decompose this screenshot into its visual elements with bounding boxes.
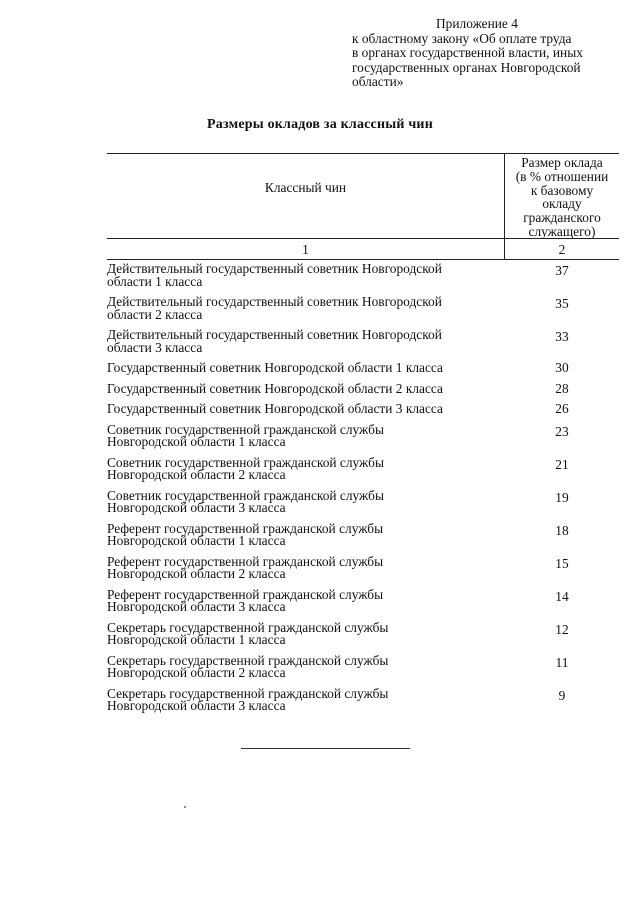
rank-name-line: Новгородской области 3 класса bbox=[107, 500, 286, 516]
appendix-reference bbox=[352, 17, 622, 90]
rank-name-line: области 2 класса bbox=[107, 306, 203, 322]
table-row bbox=[107, 454, 619, 490]
table-row bbox=[107, 520, 619, 556]
rank-name-line: области 3 класса bbox=[107, 339, 203, 355]
table-row bbox=[107, 296, 619, 329]
rank-name-line: Новгородской области 3 класса bbox=[107, 599, 286, 615]
salary-percent: 9 bbox=[558, 687, 566, 703]
rank-name bbox=[107, 553, 504, 582]
salary-percent: 37 bbox=[555, 263, 569, 278]
table-row bbox=[107, 362, 619, 383]
rank-name-line: области 1 класса bbox=[107, 273, 203, 289]
rank-name bbox=[107, 403, 504, 416]
rank-name bbox=[107, 619, 504, 648]
rank-name bbox=[107, 362, 504, 375]
appendix-line: в органах государственной власти, иных bbox=[352, 45, 583, 60]
rank-name-line: Новгородской области 1 класса bbox=[107, 632, 286, 648]
salary-percent: 23 bbox=[555, 423, 569, 439]
column-number-2: 2 bbox=[558, 242, 566, 257]
rank-name-line: Действительный государственный советник Новгородской bbox=[107, 327, 442, 342]
salary-percent: 30 bbox=[555, 360, 569, 375]
table-body bbox=[107, 263, 619, 721]
rank-name-line: Секретарь государственной гражданской службы bbox=[107, 685, 389, 701]
rank-name bbox=[107, 487, 504, 516]
header-salary bbox=[505, 156, 619, 239]
rank-name bbox=[107, 685, 504, 714]
salary-percent: 26 bbox=[555, 401, 569, 416]
salary-percent: 11 bbox=[555, 654, 569, 670]
salary-percent: 12 bbox=[555, 621, 569, 637]
rank-name bbox=[107, 296, 504, 321]
rank-name bbox=[107, 380, 504, 396]
rank-name-line: Референт государственной гражданской службы bbox=[107, 586, 384, 602]
rank-name-line: Референт государственной гражданской службы bbox=[107, 553, 384, 569]
table-row bbox=[107, 487, 619, 523]
rank-name-line: Советник государственной гражданской службы bbox=[107, 487, 384, 503]
rank-name-line: Новгородской области 3 класса bbox=[107, 698, 286, 714]
salary-percent: 14 bbox=[555, 588, 569, 604]
salary-percent: 28 bbox=[555, 380, 569, 396]
rank-name bbox=[107, 263, 504, 288]
salary-percent: 19 bbox=[555, 489, 569, 505]
salary-percent: 33 bbox=[555, 329, 569, 344]
end-rule bbox=[241, 748, 410, 749]
rank-name bbox=[107, 421, 504, 450]
rank-name-line: Советник государственной гражданской службы bbox=[107, 454, 384, 470]
rank-name-line: Новгородской области 2 класса bbox=[107, 566, 286, 582]
rank-name-line: Новгородской области 1 класса bbox=[107, 533, 286, 549]
table-row bbox=[107, 263, 619, 296]
column-number-1: 1 bbox=[302, 242, 309, 257]
table-row bbox=[107, 421, 619, 457]
table-row bbox=[107, 652, 619, 688]
rank-name-line: Секретарь государственной гражданской службы bbox=[107, 652, 389, 668]
rank-name-line: Государственный советник Новгородской области 1 класса bbox=[107, 360, 443, 375]
document-title: Размеры окладов за классный чин bbox=[207, 117, 433, 132]
rank-name-line: Действительный государственный советник Новгородской bbox=[107, 261, 442, 276]
table-row bbox=[107, 380, 619, 404]
rank-name-line: Государственный советник Новгородской области 3 класса bbox=[107, 401, 443, 416]
appendix-line: государственных органах Новгородской bbox=[352, 59, 581, 75]
header-salary-line: гражданского bbox=[523, 210, 601, 226]
rank-name bbox=[107, 454, 504, 483]
rank-name-line: Действительный государственный советник Новгородской bbox=[107, 294, 442, 309]
table-colnum-rule bbox=[107, 259, 619, 260]
rank-name bbox=[107, 329, 504, 354]
header-salary-line: служащего) bbox=[528, 223, 596, 239]
salary-percent: 21 bbox=[555, 456, 569, 472]
table-row bbox=[107, 553, 619, 589]
rank-name-line: Новгородской области 2 класса bbox=[107, 467, 286, 483]
appendix-line: области» bbox=[352, 74, 404, 89]
table-row bbox=[107, 685, 619, 721]
salary-percent: 18 bbox=[555, 522, 569, 538]
appendix-line: к областному закону «Об оплате труда bbox=[352, 30, 572, 46]
header-salary-line: Размер оклада bbox=[521, 155, 603, 170]
scan-speck bbox=[184, 806, 186, 808]
rank-name-line: Новгородской области 2 класса bbox=[107, 665, 286, 681]
table-row bbox=[107, 403, 619, 424]
table-row bbox=[107, 329, 619, 362]
rank-name-line: Референт государственной гражданской службы bbox=[107, 520, 384, 536]
rank-name bbox=[107, 520, 504, 549]
rank-name-line: Государственный советник Новгородской области 2 класса bbox=[107, 380, 443, 396]
rank-name bbox=[107, 586, 504, 615]
rank-name-line: Новгородской области 1 класса bbox=[107, 434, 286, 450]
header-salary-line: к базовому bbox=[530, 182, 594, 198]
rank-name-line: Секретарь государственной гражданской службы bbox=[107, 619, 389, 635]
rank-name bbox=[107, 652, 504, 681]
header-salary-line: окладу bbox=[542, 196, 582, 212]
rank-name-line: Советник государственной гражданской службы bbox=[107, 421, 384, 437]
header-salary-line: (в % отношении bbox=[515, 168, 609, 184]
header-rank: Классный чин bbox=[264, 180, 347, 195]
table-row bbox=[107, 619, 619, 655]
table-top-rule bbox=[107, 153, 619, 154]
salary-percent: 35 bbox=[555, 296, 569, 311]
table-row bbox=[107, 586, 619, 622]
appendix-line: Приложение 4 bbox=[436, 16, 518, 31]
salary-percent: 15 bbox=[555, 555, 569, 571]
